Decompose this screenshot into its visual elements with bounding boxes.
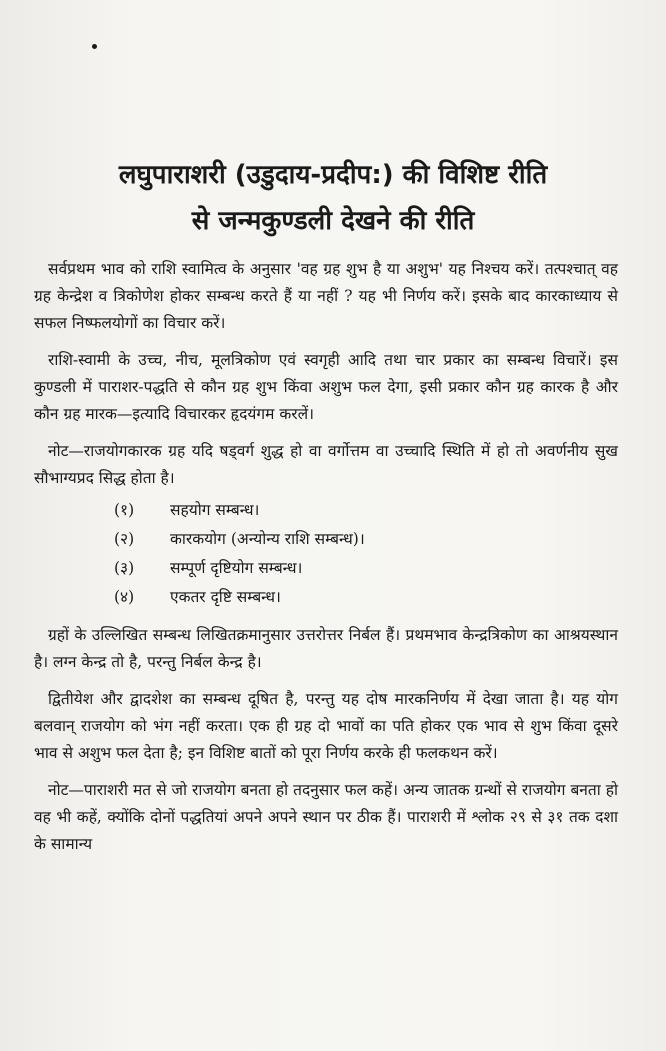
list-number: (१) — [114, 501, 135, 519]
list-item — [114, 583, 618, 612]
list-text: एकतर दृष्टि सम्बन्ध। — [170, 588, 281, 606]
relation-list — [34, 496, 618, 612]
title-line-2: से जन्मकुण्डली देखने की रीति — [191, 206, 475, 236]
list-number: (४) — [114, 588, 135, 606]
list-item — [114, 525, 618, 554]
note-1: नोट—राजयोगकारक ग्रह यदि षड्वर्ग शुद्ध हो वा वर्गोत्तम वा उच्चादि स्थिति में हो तो अवर्णनीय सुख सौभाग्यप्रद सिद्ध होता है। — [34, 442, 618, 487]
list-number: (२) — [114, 530, 135, 548]
list-item — [114, 496, 618, 525]
list-text: सहयोग सम्बन्ध। — [170, 501, 260, 519]
ink-dot — [92, 44, 97, 49]
list-text: सम्पूर्ण दृष्टियोग सम्बन्ध। — [170, 559, 303, 577]
page-title — [20, 152, 646, 244]
list-number: (३) — [114, 559, 135, 577]
body-text — [34, 256, 618, 868]
note-2: नोट—पाराशरी मत से जो राजयोग बनता हो तदनुसार फल कहें। अन्य जातक ग्रन्थों से राजयोग बनता हो वह भी कहें, क्योंकि दोनों पद्धतियां अपने अपने स्थान पर ठीक हैं। पाराशरी में श्लोक २९ से ३१ तक दशा के सामान्य — [34, 781, 618, 853]
list-text: कारकयोग (अन्योन्य राशि सम्बन्ध)। — [170, 530, 365, 548]
paragraph-4: ग्रहों के उल्लिखित सम्बन्ध लिखितक्रमानुसार उत्तरोत्तर निर्बल हैं। प्रथमभाव केन्द्रत्रिकोण का आश्रयस्थान है। लग्न केन्द्र तो है, परन्तु निर्बल केन्द्र है। — [34, 626, 618, 671]
list-item — [114, 554, 618, 583]
paragraph-5: द्वितीयेश और द्वादशेश का सम्बन्ध दूषित है, परन्तु यह दोष मारकनिर्णय में देखा जाता है। यह योग बलवान् राजयोग को भंग नहीं करता। एक ही ग्रह दो भावों का पति होकर एक भाव से शुभ किंवा दूसरे भाव से अशुभ फल देता है; इन विशिष्ट बातों को पूरा निर्णय करके ही फलकथन करें। — [34, 690, 618, 762]
title-line-1: लघुपाराशरी (उडुदाय-प्रदीप:) की विशिष्ट रीति — [118, 160, 548, 190]
paragraph-1: सर्वप्रथम भाव को राशि स्वामित्व के अनुसार 'वह ग्रह शुभ है या अशुभ' यह निश्चय करें। तत्पश्चात् वह ग्रह केन्द्रेश व त्रिकोणेश होकर सम्बन्ध करते हैं या नहीं ? यह भी निर्णय करें। इसके बाद कारकाध्याय से सफल निष्फलयोगों का विचार करें। — [34, 260, 618, 332]
paragraph-2: राशि-स्वामी के उच्च, नीच, मूलत्रिकोण एवं स्वगृही आदि तथा चार प्रकार का सम्बन्ध विचारें। इस कुण्डली में पाराशर-पद्धति से कौन ग्रह शुभ किंवा अशुभ फल देगा, इसी प्रकार कौन ग्रह कारक है और कौन ग्रह मारक—इत्यादि विचारकर हृदयंगम करलें। — [34, 351, 618, 423]
